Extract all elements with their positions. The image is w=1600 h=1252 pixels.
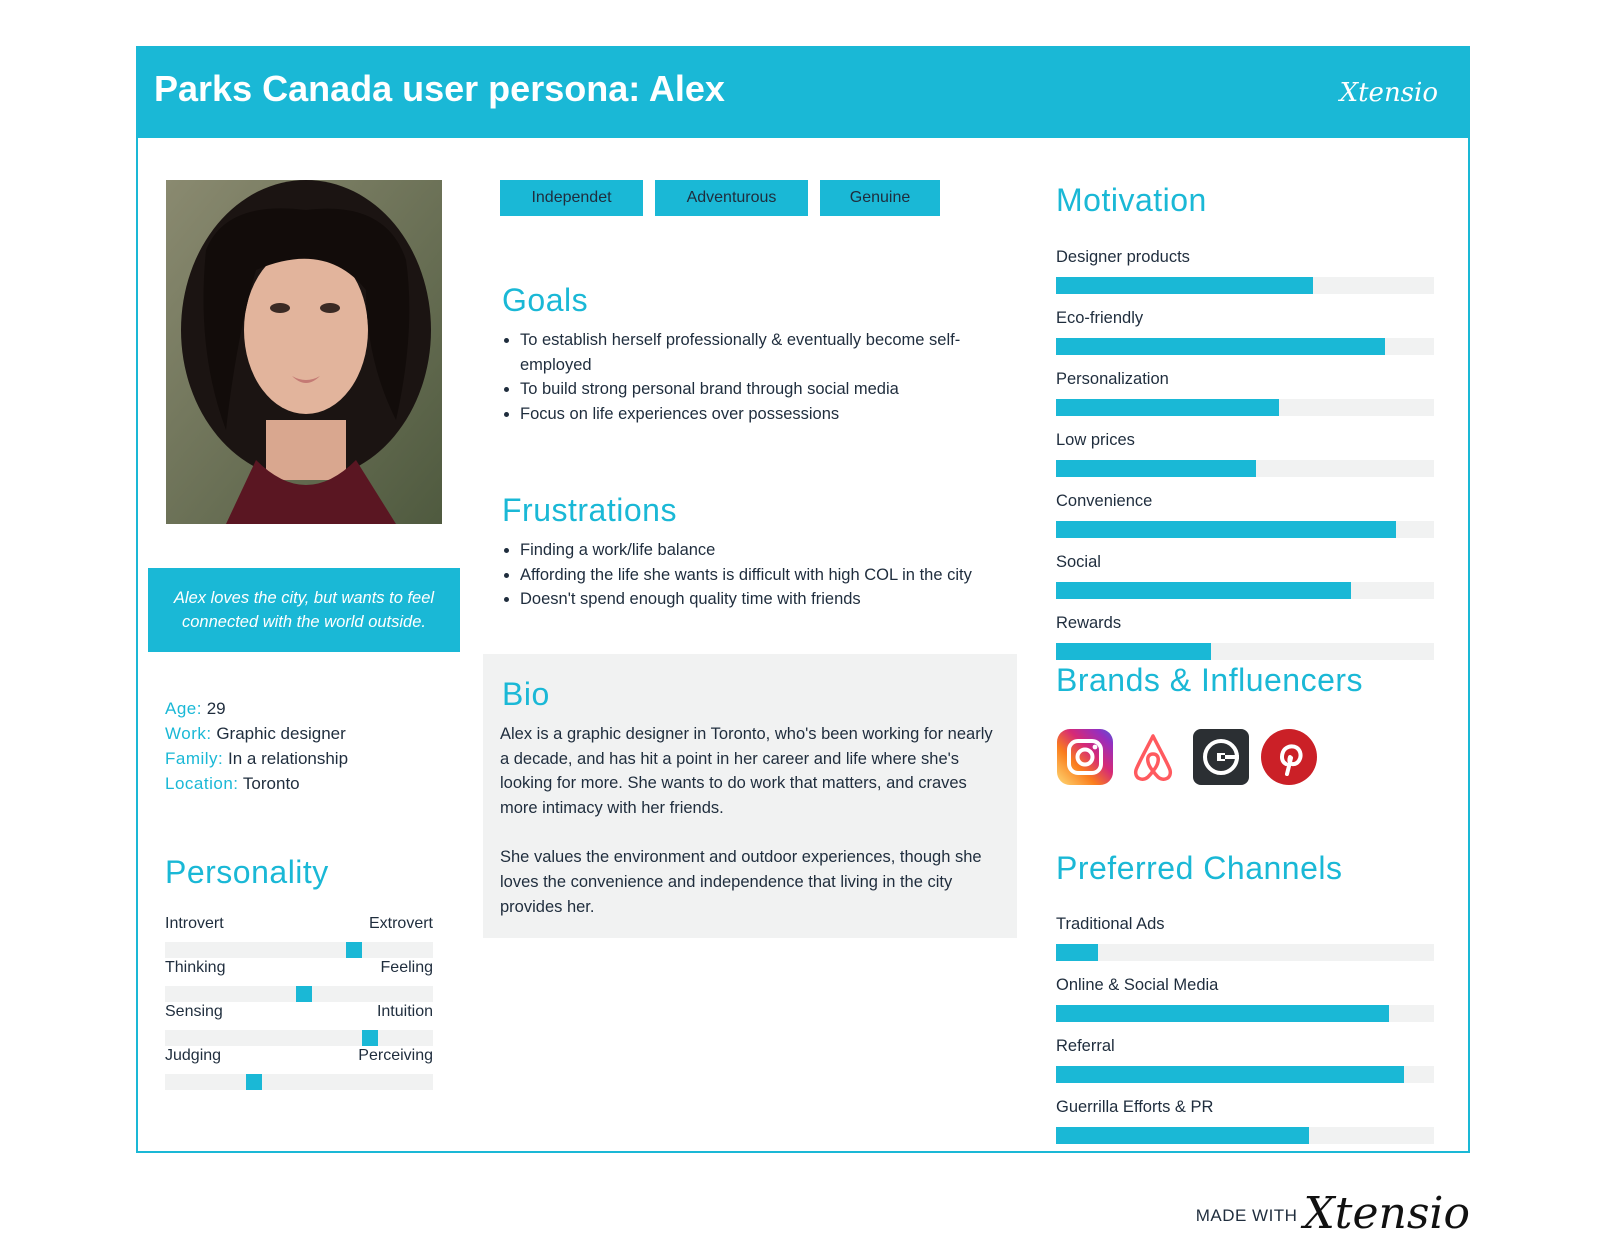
bar-track [1056,460,1434,477]
uber-icon[interactable] [1192,728,1250,786]
fact-label: Location: [165,774,239,793]
fact-label: Family: [165,749,224,768]
list-item: • Affording the life she wants is difficult with high COL in the city [520,563,1018,588]
fact-location [165,771,348,796]
channel-item [1056,1097,1434,1144]
xtensio-logo[interactable]: Xtensio [1339,78,1438,108]
bio-title: Bio [502,676,550,712]
persona-facts [165,696,348,796]
bar-track [1056,1066,1434,1083]
bar-fill [1056,643,1211,660]
trait-slider [165,1074,433,1090]
trait-slider [165,1030,433,1046]
trait-marker [246,1074,262,1090]
channel-bars [1056,914,1434,1158]
xtensio-footer-logo: Xtensio [1303,1188,1470,1239]
trait-slider [165,986,433,1002]
persona-quote: Alex loves the city, but wants to feel connected with the world outside. [148,568,460,652]
trait-right-label: Intuition [376,1003,433,1020]
goals-list [502,328,1018,426]
motivation-item [1056,430,1434,477]
bar-label: Traditional Ads [1056,915,1165,933]
channel-item [1056,975,1434,1022]
trait-sensing-intuition [165,1002,433,1046]
bar-label: Social [1056,553,1101,571]
bar-label: Eco-friendly [1056,309,1144,327]
fact-value: In a relationship [228,749,349,768]
fact-value: Toronto [242,774,300,793]
motivation-item [1056,491,1434,538]
trait-left-label: Judging [165,1047,222,1064]
bar-label: Online & Social Media [1056,976,1219,994]
bar-label: Low prices [1056,431,1135,449]
bar-track [1056,643,1434,660]
trait-thinking-feeling [165,958,433,1002]
motivation-item [1056,552,1434,599]
bar-fill [1056,1066,1404,1083]
page-title: Parks Canada user persona: Alex [154,68,725,109]
trait-left-label: Thinking [165,959,226,976]
goals-title: Goals [502,282,589,318]
trait-right-label: Perceiving [358,1047,433,1064]
channels-title: Preferred Channels [1056,850,1343,886]
list-item: • To build strong personal brand through social media [520,377,1018,402]
trait-marker [296,986,312,1002]
list-item: • Doesn't spend enough quality time with friends [520,587,1018,612]
fact-value: Graphic designer [216,724,346,743]
persona-tags [500,180,940,216]
bar-track [1056,944,1434,961]
brands-title: Brands & Influencers [1056,662,1364,698]
persona-photo [166,180,442,524]
trait-judging-perceiving [165,1046,433,1090]
channel-item [1056,1036,1434,1083]
bar-track [1056,277,1434,294]
bar-fill [1056,521,1396,538]
bar-fill [1056,277,1313,294]
bio-text [500,722,1000,944]
made-with-label: MADE WITH [1195,1206,1298,1225]
bar-label: Guerrilla Efforts & PR [1056,1098,1214,1116]
trait-left-label: Introvert [165,915,224,932]
trait-left-label: Sensing [165,1003,223,1020]
bar-track [1056,521,1434,538]
airbnb-icon[interactable] [1124,728,1182,786]
channel-item [1056,914,1434,961]
fact-label: Work: [165,724,212,743]
motivation-item [1056,613,1434,660]
bar-track [1056,582,1434,599]
bio-paragraph: She values the environment and outdoor experiences, though she loves the convenience and independence that living in the city provides her. [500,848,982,916]
list-item: • To establish herself professionally & eventually become self-employed [520,328,1018,377]
bar-track [1056,338,1434,355]
fact-value: 29 [206,699,226,718]
motivation-bars [1056,247,1434,674]
instagram-icon[interactable] [1056,728,1114,786]
trait-right-label: Extrovert [368,915,433,932]
bar-fill [1056,944,1098,961]
bar-label: Designer products [1056,248,1190,266]
motivation-title: Motivation [1056,182,1207,218]
made-with-footer[interactable] [1195,1188,1470,1239]
portrait-image [166,180,442,524]
bar-fill [1056,460,1256,477]
trait-right-label: Feeling [380,959,433,976]
list-item: • Finding a work/life balance [520,538,1018,563]
header-bar [136,46,1470,138]
bar-label: Personalization [1056,370,1169,388]
motivation-item [1056,369,1434,416]
pinterest-icon[interactable] [1260,728,1318,786]
brand-logos [1056,728,1318,786]
motivation-item [1056,247,1434,294]
tag: Genuine [820,180,940,216]
motivation-item [1056,308,1434,355]
bar-label: Convenience [1056,492,1153,510]
bio-paragraph: Alex is a graphic designer in Toronto, who's been working for nearly a decade, and has hit a point in her career and life where she's looking for more. She wants to do work that matters, and craves more intimacy with her friends. [500,725,993,817]
trait-slider [165,942,433,958]
tag: Adventurous [655,180,808,216]
personality-title: Personality [165,854,329,890]
fact-work [165,721,348,746]
bar-fill [1056,1127,1309,1144]
bar-fill [1056,582,1351,599]
bar-fill [1056,1005,1389,1022]
trait-introvert-extrovert [165,914,433,958]
frustrations-list [502,538,1018,612]
bar-label: Rewards [1056,614,1122,632]
bar-label: Referral [1056,1037,1115,1055]
bar-track [1056,1005,1434,1022]
fact-label: Age: [165,699,202,718]
fact-age [165,696,348,721]
frustrations-title: Frustrations [502,492,677,528]
bar-fill [1056,399,1279,416]
trait-marker [346,942,362,958]
list-item: • Focus on life experiences over possessions [520,402,1018,427]
trait-marker [362,1030,378,1046]
bar-track [1056,399,1434,416]
bar-fill [1056,338,1385,355]
tag: Independet [500,180,643,216]
bar-track [1056,1127,1434,1144]
fact-family [165,746,348,771]
